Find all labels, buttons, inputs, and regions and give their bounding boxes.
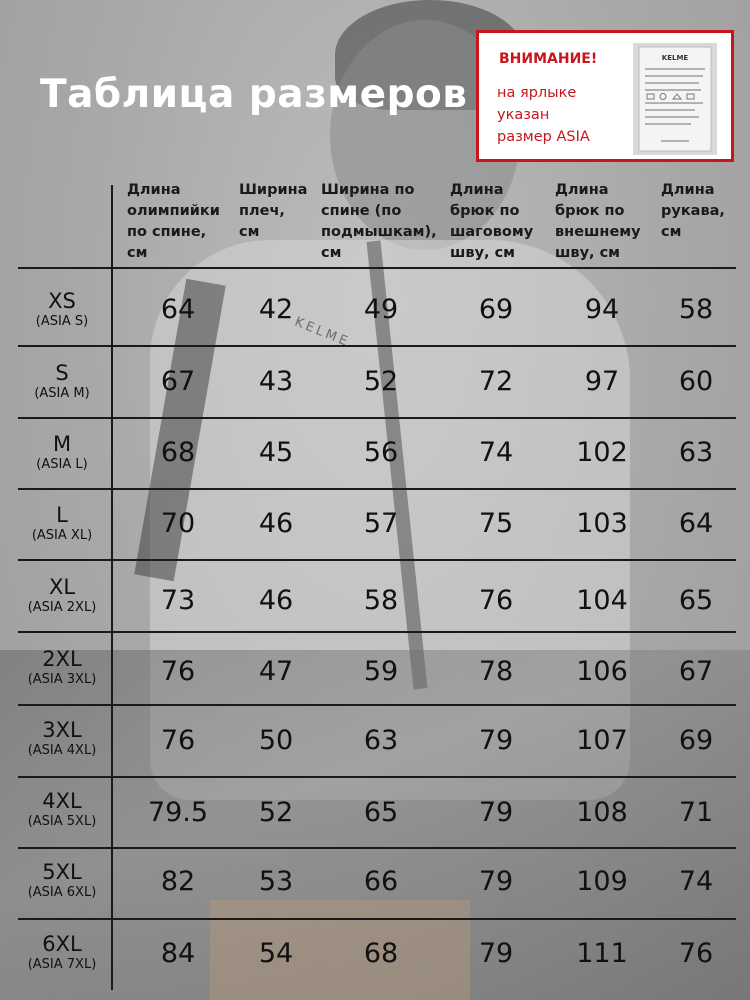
value-outseam-length: 106	[576, 656, 628, 687]
value-jacket-back-length: 67	[160, 366, 196, 397]
size-label	[6, 932, 118, 973]
notice-line-3: размер ASIA	[497, 129, 590, 145]
size-name: M	[52, 432, 72, 456]
value-jacket-back-length: 70	[160, 508, 196, 539]
value-inseam-length: 74	[478, 437, 514, 468]
value-shoulder-width: 50	[258, 725, 294, 756]
value-outseam-length: 94	[584, 294, 620, 325]
header-sleeve-length: Длина рукава, см	[661, 182, 725, 240]
value-sleeve-length: 71	[678, 797, 714, 828]
notice-line-1: на ярлыке	[497, 85, 577, 101]
value-jacket-back-length: 73	[160, 585, 196, 616]
value-jacket-back-length: 76	[160, 656, 196, 687]
value-outseam-length: 103	[576, 508, 628, 539]
value-back-width: 68	[363, 938, 399, 969]
value-shoulder-width: 43	[258, 366, 294, 397]
value-outseam-length: 111	[576, 938, 628, 969]
value-inseam-length: 69	[478, 294, 514, 325]
size-name: 2XL	[42, 647, 82, 671]
value-sleeve-length: 67	[678, 656, 714, 687]
value-jacket-back-length: 64	[160, 294, 196, 325]
size-label	[6, 575, 118, 616]
value-jacket-back-length: 82	[160, 866, 196, 897]
value-back-width: 58	[363, 585, 399, 616]
size-name: S	[55, 361, 69, 385]
value-jacket-back-length: 76	[160, 725, 196, 756]
value-back-width: 57	[363, 508, 399, 539]
value-sleeve-length: 65	[678, 585, 714, 616]
value-back-width: 52	[363, 366, 399, 397]
header-shoulder-width: Ширина плеч, см	[239, 182, 308, 240]
value-jacket-back-length: 84	[160, 938, 196, 969]
header-jacket-back-length: Длина олимпийки по спине, см	[127, 182, 220, 261]
size-name: 3XL	[42, 718, 82, 742]
value-sleeve-length: 76	[678, 938, 714, 969]
value-outseam-length: 108	[576, 797, 628, 828]
size-asia: (ASIA 6XL)	[27, 885, 97, 900]
size-label	[6, 647, 118, 688]
value-shoulder-width: 42	[258, 294, 294, 325]
value-inseam-length: 79	[478, 797, 514, 828]
value-inseam-length: 79	[478, 725, 514, 756]
value-back-width: 66	[363, 866, 399, 897]
jacket-brand-text: KELME	[292, 314, 353, 351]
size-asia: (ASIA L)	[36, 457, 88, 472]
value-back-width: 59	[363, 656, 399, 687]
size-label	[6, 289, 118, 330]
header-inseam-length: Длина брюк по шаговому шву, см	[450, 182, 534, 261]
value-back-width: 56	[363, 437, 399, 468]
value-outseam-length: 109	[576, 866, 628, 897]
clothing-label-image	[633, 43, 717, 155]
value-inseam-length: 75	[478, 508, 514, 539]
value-jacket-back-length: 79.5	[147, 797, 209, 828]
header-outseam-length: Длина брюк по внешнему шву, см	[555, 182, 641, 261]
size-label	[6, 718, 118, 759]
value-shoulder-width: 53	[258, 866, 294, 897]
size-asia: (ASIA 7XL)	[27, 957, 97, 972]
value-inseam-length: 79	[478, 938, 514, 969]
value-outseam-length: 102	[576, 437, 628, 468]
size-name: XS	[48, 289, 76, 313]
size-asia: (ASIA M)	[34, 386, 90, 401]
header-back-width: Ширина по спине (по подмышкам), см	[321, 182, 437, 261]
size-asia: (ASIA 5XL)	[27, 814, 97, 829]
size-asia: (ASIA 3XL)	[27, 672, 97, 687]
value-back-width: 63	[363, 725, 399, 756]
value-sleeve-length: 58	[678, 294, 714, 325]
value-inseam-length: 72	[478, 366, 514, 397]
value-inseam-length: 76	[478, 585, 514, 616]
size-name: XL	[48, 575, 76, 599]
size-label	[6, 503, 118, 544]
value-inseam-length: 79	[478, 866, 514, 897]
value-outseam-length: 97	[584, 366, 620, 397]
notice-heading: ВНИМАНИЕ!	[499, 51, 598, 67]
value-sleeve-length: 74	[678, 866, 714, 897]
value-shoulder-width: 46	[258, 508, 294, 539]
value-sleeve-length: 60	[678, 366, 714, 397]
value-jacket-back-length: 68	[160, 437, 196, 468]
value-shoulder-width: 52	[258, 797, 294, 828]
size-asia: (ASIA S)	[35, 314, 89, 329]
size-asia: (ASIA 4XL)	[27, 743, 97, 758]
size-label	[6, 789, 118, 830]
value-sleeve-length: 63	[678, 437, 714, 468]
size-name: 6XL	[42, 932, 82, 956]
value-back-width: 49	[363, 294, 399, 325]
notice-line-2: указан	[497, 107, 550, 123]
size-label	[6, 361, 118, 402]
asia-size-notice	[476, 30, 734, 162]
page-title: Таблица размеров	[40, 72, 468, 117]
value-sleeve-length: 69	[678, 725, 714, 756]
size-label	[6, 432, 118, 473]
size-label	[6, 860, 118, 901]
value-shoulder-width: 54	[258, 938, 294, 969]
size-asia: (ASIA XL)	[31, 528, 93, 543]
value-shoulder-width: 45	[258, 437, 294, 468]
size-asia: (ASIA 2XL)	[27, 600, 97, 615]
value-shoulder-width: 46	[258, 585, 294, 616]
value-outseam-length: 104	[576, 585, 628, 616]
value-shoulder-width: 47	[258, 656, 294, 687]
value-outseam-length: 107	[576, 725, 628, 756]
value-back-width: 65	[363, 797, 399, 828]
size-name: 5XL	[42, 860, 82, 884]
label-brand-text: KELME	[661, 54, 689, 62]
value-sleeve-length: 64	[678, 508, 714, 539]
size-name: L	[56, 503, 68, 527]
value-inseam-length: 78	[478, 656, 514, 687]
size-name: 4XL	[42, 789, 82, 813]
